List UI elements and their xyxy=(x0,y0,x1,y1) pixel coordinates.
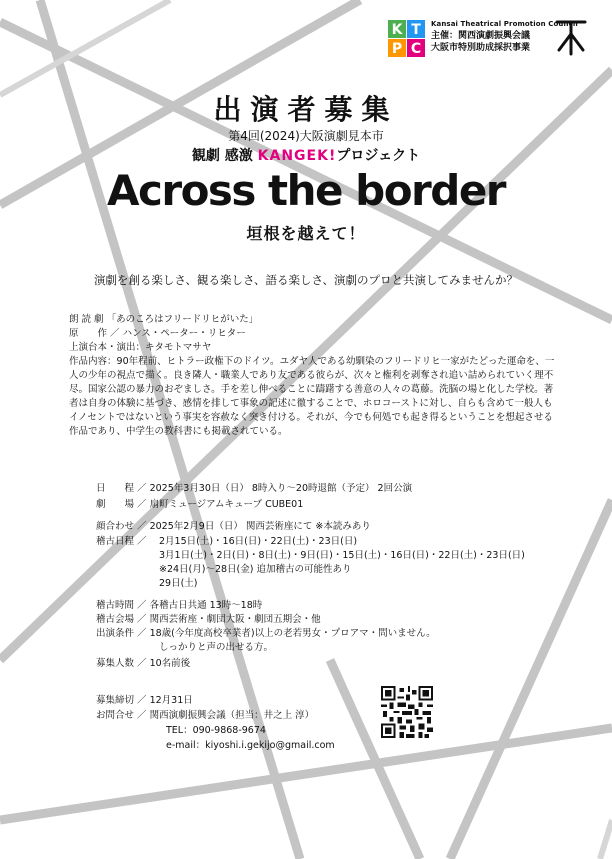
organizer-name-en: Kansai Theatrical Promotion Council xyxy=(431,20,578,28)
time-row: 稽古時間 ／ 各稽古日共通 13時〜18時 xyxy=(96,600,263,611)
venue-label: 劇 場 xyxy=(96,499,135,510)
inquiry-row: お問合せ ／ 関西演劇振興会議（担当：井之上 淳） xyxy=(96,710,315,721)
reading-row xyxy=(69,313,258,327)
deadline-label: 募集締切 xyxy=(96,695,135,706)
rehearsal-line: 2月15日(土)・16日(日)・22日(土)・23日(日) xyxy=(159,536,358,547)
place-value: 関西芸術座・劇団大阪・劇団五期会・他 xyxy=(149,614,321,625)
organizer-host: 主催：関西演劇振興会議 xyxy=(431,31,531,41)
deadline-row: 募集締切 ／ 12月31日 xyxy=(96,695,193,706)
original-label: 原 作 xyxy=(69,328,108,339)
organizer-logo xyxy=(388,20,426,58)
qr-code[interactable] xyxy=(381,686,433,738)
script-value: キタモトマサヤ xyxy=(145,342,212,353)
logo-letter-c: C xyxy=(410,41,422,57)
date-label: 日 程 xyxy=(96,483,135,494)
date-value: 2025年3月30日（日） 8時入り〜20時退館（予定） 2回公演 xyxy=(149,483,413,494)
rehearsal-line: 3月1日(土)・2日(日)・8日(土)・9日(日)・15日(土)・16日(日)・22日(土)・23日(日) xyxy=(159,550,525,561)
inquiry-value: 関西演劇振興会議（担当：井之上 淳） xyxy=(149,710,315,721)
original-value: ハンス・ペーター・リヒター xyxy=(122,328,246,339)
place-label: 稽古会場 xyxy=(96,614,135,625)
reading-value: 「あのころはフリードリヒがいた」 xyxy=(106,314,259,325)
rehearsal-label: 稽古日程 xyxy=(96,536,135,547)
logo-letter-k: K xyxy=(391,22,403,38)
project-kangeki: KANGEK! xyxy=(257,148,337,164)
condition-line: 18歳(今年度高校卒業者)以上の老若男女・プロアマ・問いません。 xyxy=(149,628,436,639)
japanese-title: 垣根を越えて！ xyxy=(246,224,366,243)
logo-letter-t: T xyxy=(411,22,421,38)
rehearsal-line: 29日(土) xyxy=(159,578,198,589)
reading-label: 朗 読 劇 xyxy=(69,314,104,325)
deadline-value: 12月31日 xyxy=(149,695,193,706)
count-row: 募集人数 ／ 10名前後 xyxy=(96,658,191,669)
meeting-row: 顔合わせ ／ 2025年2月9日（日） 関西芸術座にて ※本読みあり xyxy=(96,521,371,532)
place-row: 稽古会場 ／ 関西芸術座・劇団大阪・劇団五期会・他 xyxy=(96,614,321,625)
tel-number[interactable]: TEL：090-9868-9674 xyxy=(166,725,266,736)
original-row: 原 作 ／ ハンス・ペーター・リヒター xyxy=(69,328,246,339)
organizer-subsidy: 大阪市特別助成採択事業 xyxy=(431,43,531,53)
rehearsal-label-row: 稽古日程 ／ xyxy=(96,536,147,547)
count-value: 10名前後 xyxy=(149,658,191,669)
project-prefix: 観劇 感激 xyxy=(191,148,258,164)
description-block: 作品内容： 90年程前、ヒトラー政権下のドイツ。ユダヤ人である幼馴染のフリードリヒ一家がたどった運命を、一人の少年の視点で描く。良き隣人・職業人であり友である彼らが、次々と権利を剥奪され追い詰められていく理不尽。国家公認の暴力のおぞましさ。手を差し伸べることに躊躇する善意の人々の葛藤。洗脳の場と化した学校。著者は自身の体験に基づき、感情を排して事象の記述に徹することで、ホロコーストに対し、自らも含めて一般人もイノセントではないという事実を容赦なく突き付ける。それが、今でも何処でも起き得るということを想起させる作品であり、中学生の教科書にも掲載されている。 xyxy=(69,356,555,437)
condition-label: 出演条件 xyxy=(96,628,135,639)
script-label: 上演台本・演出 xyxy=(69,342,136,353)
condition-row: 出演条件 ／ 18歳(今年度高校卒業者)以上の老若男女・プロアマ・問いません。 xyxy=(96,628,436,639)
event-subtitle: 第4回(2024)大阪演劇見本市 xyxy=(228,129,384,143)
description-label: 作品内容 xyxy=(69,356,108,367)
project-name xyxy=(0,145,612,165)
count-label: 募集人数 xyxy=(96,658,135,669)
description-text: 90年程前、ヒトラー政権下のドイツ。ユダヤ人である幼馴染のフリードリヒ一家がたどった運命を、一人の少年の視点で描く。良き隣人・職業人であり友である彼らが、次々と権利を剥奪され追い詰められていく理不尽。国家公認の暴力のおぞましさ。手を差し伸べることに躊躇する善意の人々の葛藤。洗脳の場と化した学校。著者は自身の体験に基づき、感情を排して事象の記述に徹することで、ホロコーストに対し、自らも含めて一般人もイノセントではないという事実を容赦なく突き付ける。それが、今でも何処でも起き得るということを想起させる作品であり、中学生の教科書にも掲載されている。 xyxy=(69,356,555,437)
inquiry-label: お問合せ xyxy=(96,710,135,721)
lead-text: 演劇を創る楽しさ、観る楽しさ、語る楽しさ、演劇のプロと共演してみませんか？ xyxy=(93,273,519,287)
venue-value: 扇町ミュージアムキューブ CUBE01 xyxy=(149,499,304,510)
meeting-value: 2025年2月9日（日） 関西芸術座にて ※本読みあり xyxy=(149,521,371,532)
script-row: 上演台本・演出：キタモトマサヤ xyxy=(69,342,212,353)
venue-row: 劇 場 ／ 扇町ミュージアムキューブ CUBE01 xyxy=(96,499,304,510)
logo-letter-p: P xyxy=(391,41,403,57)
main-title: 出演者募集 xyxy=(213,93,399,126)
rehearsal-line: ※24日(月)〜28日(金) 追加稽古の可能性あり xyxy=(159,564,352,575)
big-title: Across the border xyxy=(106,166,506,215)
meeting-label: 顔合わせ xyxy=(96,521,135,532)
email-link[interactable]: e-mail：kiyoshi.i.gekijo@gmail.com xyxy=(166,740,335,751)
city-emblem-icon xyxy=(553,18,589,58)
time-label: 稽古時間 xyxy=(96,600,135,611)
date-row: 日 程 ／ 2025年3月30日（日） 8時入り〜20時退館（予定） 2回公演 xyxy=(96,483,413,494)
project-suffix: プロジェクト xyxy=(336,148,421,164)
time-value: 各稽古日共通 13時〜18時 xyxy=(149,600,263,611)
condition-line: しっかりと声の出せる方。 xyxy=(159,642,274,653)
